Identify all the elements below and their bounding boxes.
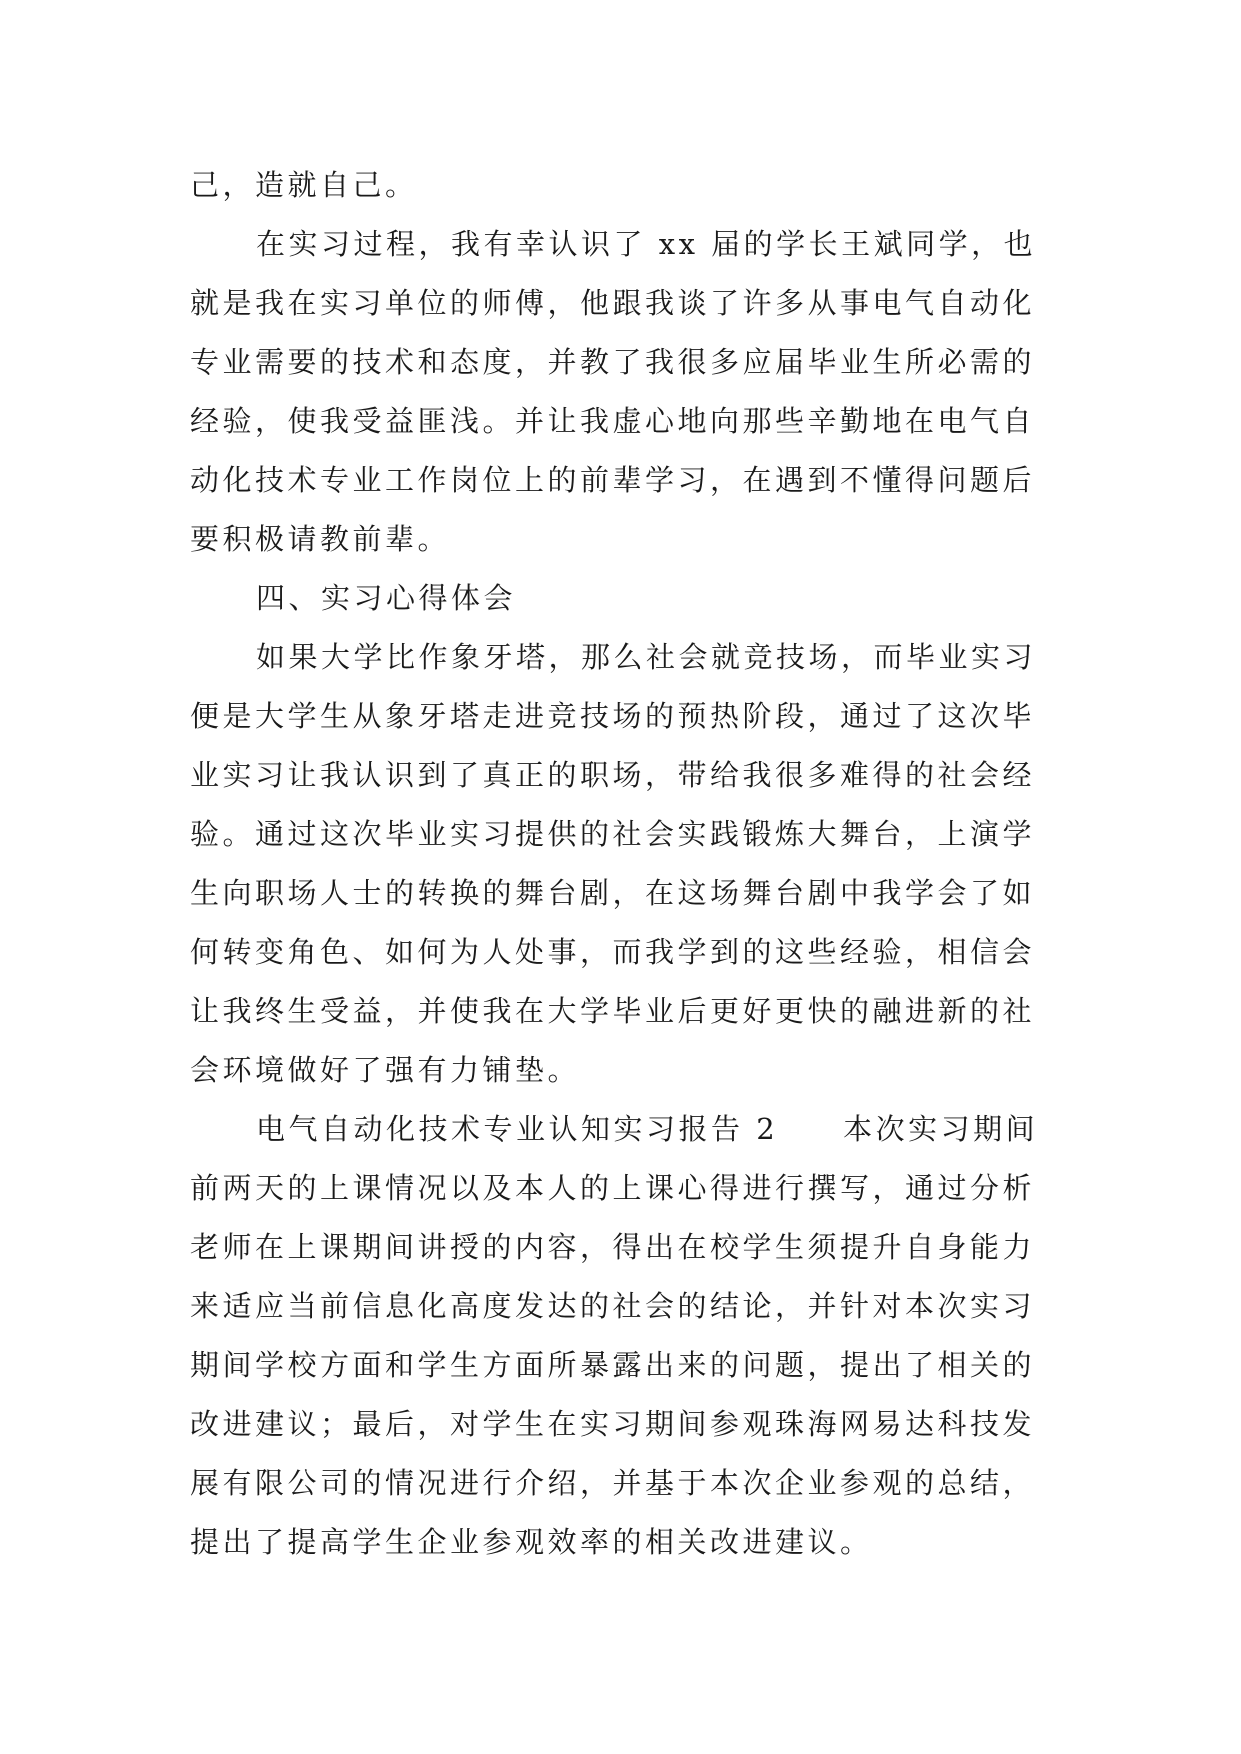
section-heading: 四、实习心得体会 [256, 581, 517, 615]
text-line: 便是大学生从象牙塔走进竞技场的预热阶段，通过了这次毕 [190, 699, 1036, 733]
text-line: 改进建议；最后，对学生在实习期间参观珠海网易达科技发 [190, 1407, 1036, 1441]
text-line: 老师在上课期间讲授的内容，得出在校学生须提升自身能力 [190, 1230, 1036, 1264]
text-line: 前两天的上课情况以及本人的上课心得进行撰写，通过分析 [190, 1171, 1036, 1205]
text-line: 会环境做好了强有力铺垫。 [190, 1053, 581, 1087]
text-line: 要积极请教前辈。 [190, 522, 451, 556]
paragraph-start-line: 如果大学比作象牙塔，那么社会就竞技场，而毕业实习 [256, 640, 1037, 674]
text-line: 经验，使我受益匪浅。并让我虚心地向那些辛勤地在电气自 [190, 404, 1036, 438]
paragraph-start-line: 电气自动化技术专业认知实习报告 2 本次实习期间 [256, 1112, 1039, 1146]
text-line: 何转变角色、如何为人处事，而我学到的这些经验，相信会 [190, 935, 1036, 969]
text-line: 期间学校方面和学生方面所暴露出来的问题，提出了相关的 [190, 1348, 1036, 1382]
text-line: 来适应当前信息化高度发达的社会的结论，并针对本次实习 [190, 1289, 1036, 1323]
text-line: 生向职场人士的转换的舞台剧，在这场舞台剧中我学会了如 [190, 876, 1036, 910]
text-line: 展有限公司的情况进行介绍，并基于本次企业参观的总结， [190, 1466, 1036, 1500]
text-line: 验。通过这次毕业实习提供的社会实践锻炼大舞台，上演学 [190, 817, 1036, 851]
document-body [190, 156, 1060, 1572]
text-line: 让我终生受益，并使我在大学毕业后更好更快的融进新的社 [190, 994, 1036, 1028]
text-line: 提出了提高学生企业参观效率的相关改进建议。 [190, 1525, 873, 1559]
text-line: 己，造就自己。 [190, 168, 418, 202]
text-line: 业实习让我认识到了真正的职场，带给我很多难得的社会经 [190, 758, 1036, 792]
text-line: 专业需要的技术和态度，并教了我很多应届毕业生所必需的 [190, 345, 1036, 379]
text-line: 动化技术专业工作岗位上的前辈学习，在遇到不懂得问题后 [190, 463, 1036, 497]
text-line: 就是我在实习单位的师傅，他跟我谈了许多从事电气自动化 [190, 286, 1036, 320]
paragraph-start-line: 在实习过程，我有幸认识了 xx 届的学长王斌同学，也 [256, 227, 1037, 261]
